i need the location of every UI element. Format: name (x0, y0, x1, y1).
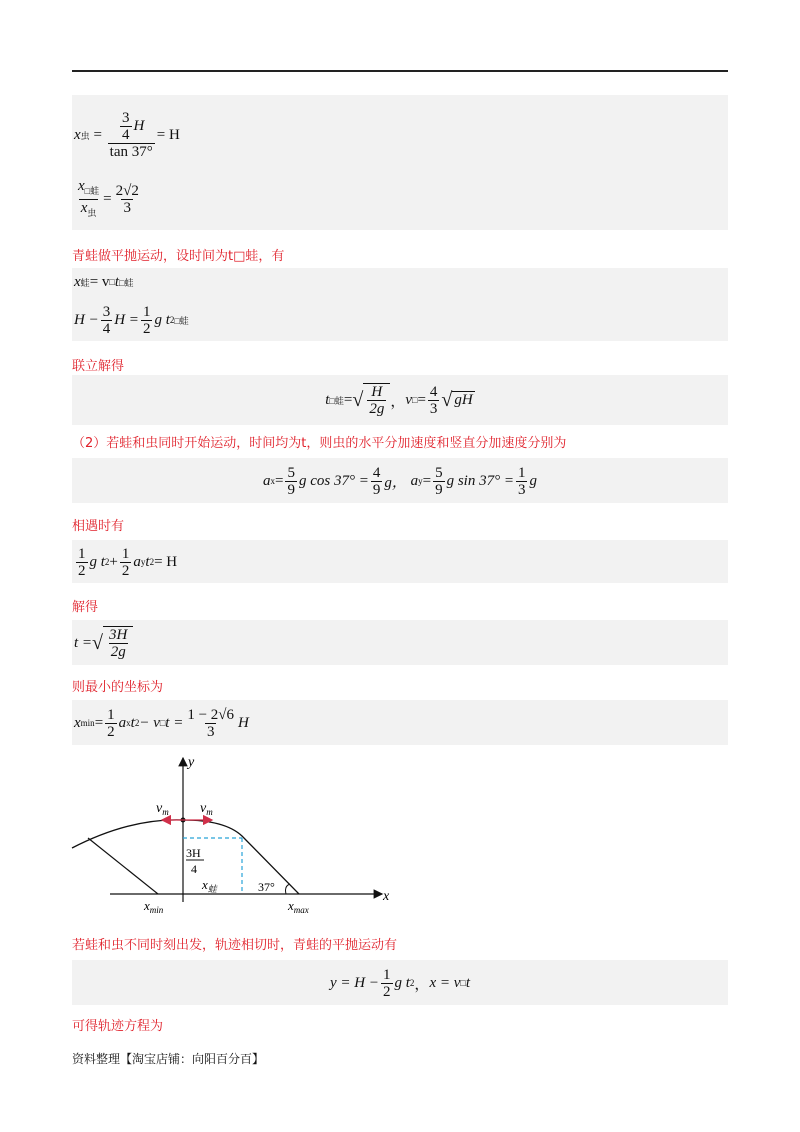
x-frog-label: $x_蛙$ (202, 877, 217, 894)
equation-x-insect: x 虫 = $\frac{3}{4}$ H tan 37° = H (74, 110, 180, 160)
text-tangent: 若蛙和虫不同时刻出发，轨迹相切时，青蛙的平抛运动有 (72, 938, 398, 953)
slope-line (88, 838, 158, 894)
text-solve: 联立解得 (72, 359, 125, 374)
trajectory-figure (70, 752, 410, 922)
equation-accelerations: a x = $\frac{5}{9}$ g cos 37° = $\frac{4}{9}$ g， a y = $\frac{5}{9}$ g sin 37° = $\frac{1}{3}$ g (263, 464, 537, 498)
angle-label: 37° (258, 880, 275, 894)
height-num-label: 3H (186, 846, 201, 860)
angle-arc (286, 884, 291, 894)
text-min-coordinate: 则最小的坐标为 (72, 680, 164, 695)
header-rule (72, 70, 728, 72)
equation-frog-trajectory: y = H − $\frac{1}{2}$ g t 2 ， x = v □ t (330, 966, 470, 1000)
text-frog-projectile: 青蛙做平抛运动，设时间为t□蛙，有 (72, 249, 285, 264)
page-footer: 资料整理【淘宝店铺：向阳百分百】 (72, 1052, 265, 1066)
text-meet: 相遇时有 (72, 519, 125, 534)
vm-left-label: $v_m$ (156, 801, 169, 817)
vm-right-label: $v_m$ (200, 801, 213, 817)
height-den-label: 4 (191, 862, 197, 876)
equation-xmin: x min = $\frac{1}{2}$ a x t 2 − v □ t = $\frac{1 - 2√6}{3}$ H (74, 706, 249, 740)
equation-t: t = √ $\frac{3H}{2g}$ (74, 623, 133, 663)
text-part2: （2）若蛙和虫同时开始运动，时间均为t，则虫的水平分加速度和竖直分加速度分别为 (72, 436, 567, 451)
equation-x-frog: x 蛙 = v □ t □蛙 (74, 273, 134, 290)
equation-height: H − $\frac{3}{4}$ H = $\frac{1}{2}$ g t 2 □蛙 (74, 303, 189, 337)
equation-block-6 (72, 620, 728, 665)
xmax-label: $x_{max}$ (288, 898, 309, 915)
equation-meet: $\frac{1}{2}$ g t 2 + $\frac{1}{2}$ a y t 2 = H (78, 545, 178, 579)
xmin-label: $x_{min}$ (144, 898, 164, 915)
text-trajectory-eq: 可得轨迹方程为 (72, 1019, 164, 1034)
y-axis-label: y (188, 755, 195, 770)
x-axis-label: x (383, 889, 390, 904)
equation-ratio: $\frac{x_{□蛙}}{x_虫}$ = $\frac{2√2}{3}$ (74, 178, 143, 220)
text-solution: 解得 (72, 600, 99, 615)
equation-t-v: t □蛙 = √ $\frac{H}{2g}$ ， v □ = $\frac{4}{3}$ √ gH (325, 383, 473, 417)
